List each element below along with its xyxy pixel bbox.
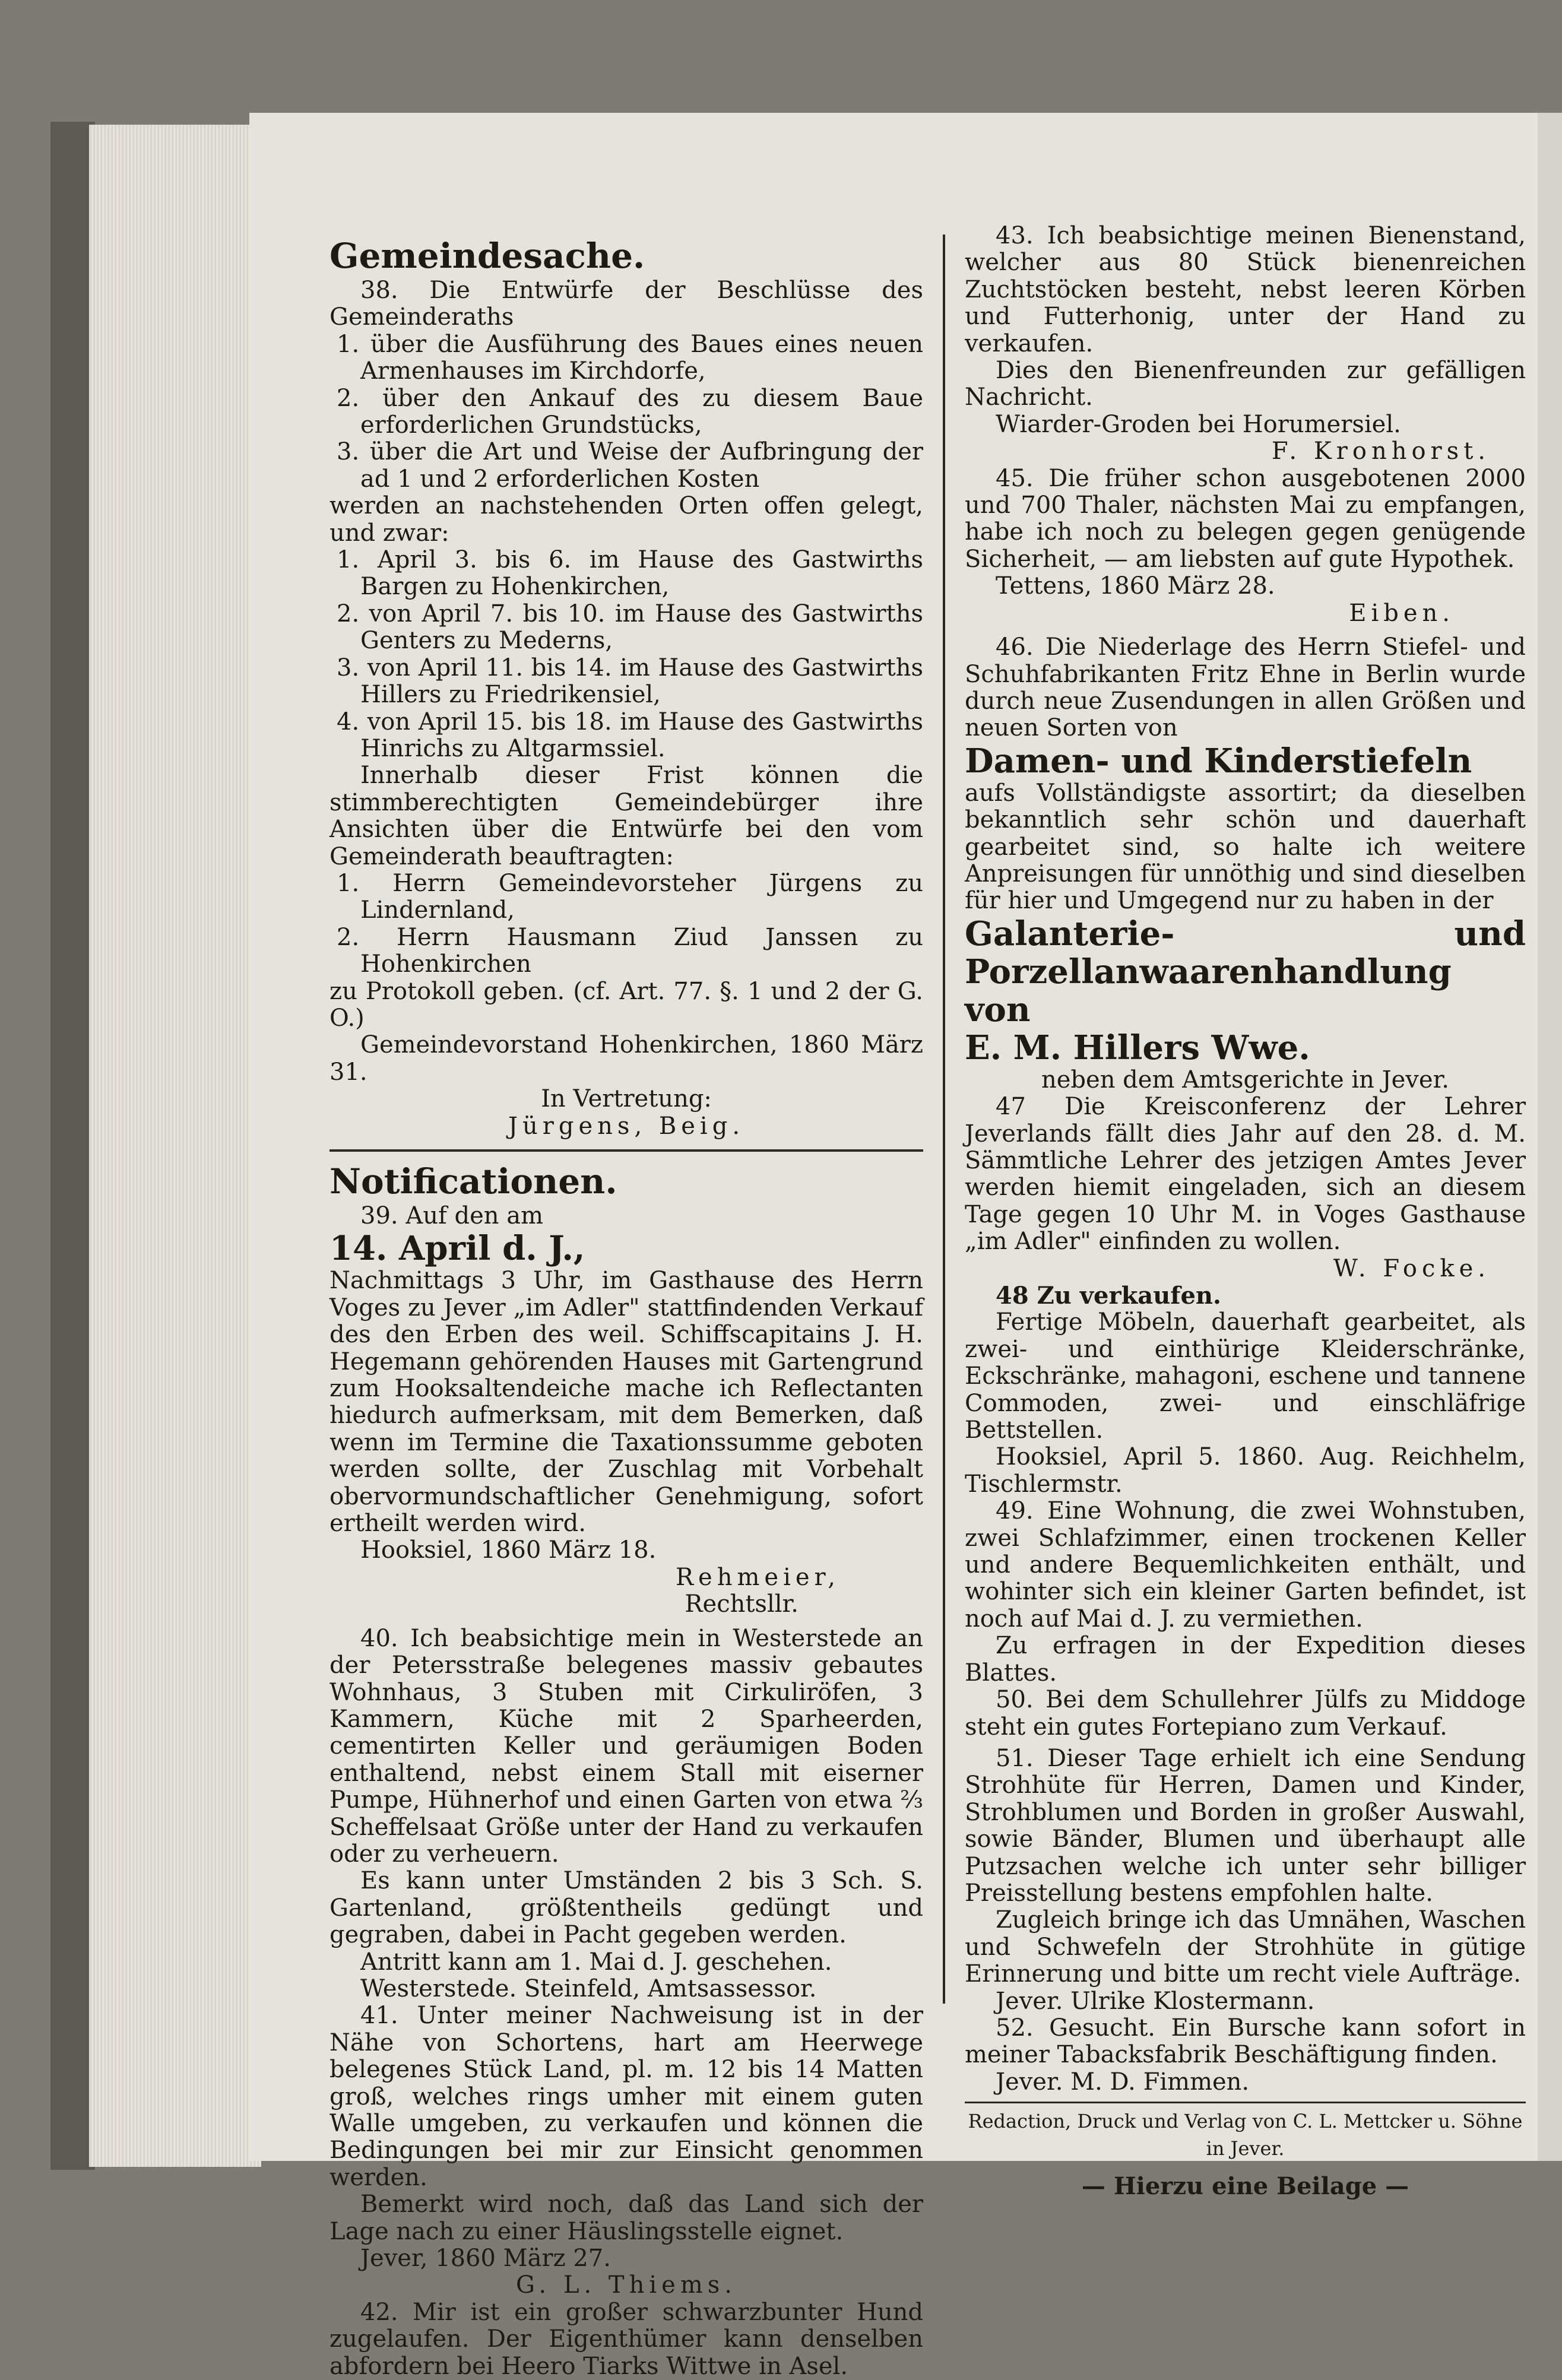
notice-39-signature: Rehmeier, [675,1563,840,1591]
notice-38-within: Innerhalb dieser Frist können die stimmberechtigten Gemeindebürger ihre Ansichten über die Entwürfe bei den vom Gemeinderath beauftragten: [329,762,923,870]
notice-38-signature: Jürgens, Beig. [508,1112,745,1140]
right-column [965,223,1526,2200]
notice-47-signature: W. Focke. [1333,1254,1490,1282]
notice-39-signature-title: Rechtsllr. [685,1590,799,1618]
book-spine [50,122,95,2170]
notice-49-text-2: Zu erfragen in der Expedition dieses Blattes. [965,1632,1526,1687]
notice-39-text: Nachmittags 3 Uhr, im Gasthause des Herrn Voges zu Jever „im Adler" stattfindenden Verkauf des den Erben des weil. Schiffscapitains J. H. Hegemann gehörenden Hauses mit Gartengrund zum Hooksaltendeiche mache ich Reflectanten hiedurch aufmerksam, mit dem Bemerken, daß wenn im Termine die Taxationssumme geboten werden sollte, der Zuschlag mit Vorbehalt obervormundschaftlicher Genehmigung, sofort ertheilt werden wird. [329,1267,923,1538]
notice-40-text: 40. Ich beabsichtige mein in Westerstede an der Petersstraße belegenes massiv gebautes Wohnhaus, 3 Stuben mit Cirkuliröfen, 3 Kammern, Küche mit 2 Sparheerden, cementirten Keller und geräumigen Boden enthaltend, nebst einem Stall mit eiserner Pumpe, Hühnerhof und einen Garten von etwa ⅔ Scheffelsaat Größe unter der Hand zu verkaufen oder zu verheuern. [329,1624,923,1868]
notice-38-person-2: 2. Herrn Hausmann Ziud Janssen zu Hohenkirchen [337,923,923,978]
notice-43-place: Wiarder-Groden bei Horumersiel. [996,410,1401,438]
notice-38-intro: 38. Die Entwürfe der Beschlüsse des Gemeinderaths [329,277,923,331]
notice-46-headline-hillers: E. M. Hillers Wwe. [965,1028,1310,1067]
notice-51-text-2: Zugleich bringe ich das Umnähen, Waschen und Schwefeln der Strohhüte in gütige Erinnerung und bitte um recht viele Aufträge. [965,1906,1526,1988]
notice-38-vertretung: In Vertretung: [541,1085,712,1113]
notice-39-intro: 39. Auf den am [360,1202,544,1229]
notice-50-text: 50. Bei dem Schullehrer Jülfs zu Middoge steht ein gutes Fortepiano zum Verkauf. [965,1686,1526,1741]
notice-46-headline-galanterie: Galanterie- und Porzellanwaarenhandlung von [965,914,1526,1029]
notice-46-place: neben dem Amtsgerichte in Jever. [1041,1066,1450,1094]
section-rule [329,1149,923,1152]
notice-48-heading: 48 Zu verkaufen. [996,1282,1221,1310]
notice-49-text: 49. Eine Wohnung, die zwei Wohnstuben, zwei Schlafzimmer, einen trockenen Keller und andere Bequemlichkeiten enthält, und wohinter sich ein kleiner Garten befindet, ist noch auf Mai d. J. zu vermiethen. [965,1497,1526,1633]
notice-41-signature: G. L. Thiems. [515,2271,737,2299]
notice-43-signature: F. Kronhorst. [1271,438,1490,465]
notice-46-text: 46. Die Niederlage des Herrn Stiefel- und Schuhfabrikanten Fritz Ehne in Berlin wurde durch neue Zusendungen in allen Größen und neuen Sorten von [965,633,1526,742]
left-column [329,234,923,2380]
notice-38-places-intro: werden an nachstehenden Orten offen gelegt, und zwar: [329,492,923,547]
facing-page-edge [1538,113,1562,2161]
notice-46-headline-stiefeln: Damen- und Kinderstiefeln [965,741,1472,781]
notice-39-date-big: 14. April d. J., [329,1229,585,1269]
notice-41-date: Jever, 1860 März 27. [360,2245,611,2273]
notice-51-text: 51. Dieser Tage erhielt ich eine Sendung Strohhüte für Herren, Damen und Kinder, Strohblumen und Borden in großer Auswahl, sowie Bänder, Blumen und überhaupt alle Putzsachen welche ich unter sehr billiger Preisstellung bestens empfohlen halte. [965,1744,1526,1907]
notice-47-text: 47 Die Kreisconferenz der Lehrer Jeverlands fällt dies Jahr auf den 28. d. M. Sämmtliche Lehrer des jetzigen Amtes Jever werden hiemit eingeladen, sich an diesem Tage gegen 10 Uhr M. in Voges Gasthause „im Adler" einfinden zu wollen. [965,1093,1526,1256]
notice-52-text: 52. Gesucht. Ein Bursche kann sofort in meiner Tabacksfabrik Beschäftigung finden. [965,2014,1526,2069]
notice-43-text-2: Dies den Bienenfreunden zur gefälligen Nachricht. [965,357,1526,411]
footer-imprint: Redaction, Druck und Verlag von C. L. Mettcker u. Söhne in Jever. [965,2102,1526,2162]
notice-38-place-1: 1. April 3. bis 6. im Hause des Gastwirths Bargen zu Hohenkirchen, [337,546,923,601]
notice-38-person-1: 1. Herrn Gemeindevorsteher Jürgens zu Lindernland, [337,869,923,924]
notice-39-date: Hooksiel, 1860 März 18. [360,1536,657,1564]
notice-52-signature: Jever. M. D. Fimmen. [996,2068,1250,2096]
notice-42-text: 42. Mir ist ein großer schwarzbunter Hund zugelaufen. Der Eigenthümer kann denselben abfordern bei Heero Tiarks Wittwe in Asel. [329,2298,923,2380]
notice-41-text: 41. Unter meiner Nachweisung ist in der Nähe von Schortens, hart am Heerwege belegenes Stück Land, pl. m. 12 bis 14 Matten groß, welches rings umher mit einem guten Walle umgeben, zu verkaufen und können die Bedingungen bei mir zur Einsicht genommen werden. [329,2002,923,2191]
notice-48-text: Fertige Möbeln, dauerhaft gearbeitet, als zwei- und einthürige Kleiderschränke, Eckschränke, mahagoni, eschene und tannene Commoden, zwei- und einschläfrige Bettstellen. [965,1308,1526,1444]
notice-43-text: 43. Ich beabsichtige meinen Bienenstand, welcher aus 80 Stück bienenreichen Zuchtstöcken besteht, nebst leeren Körben und Futterhonig, unter der Hand zu verkaufen. [965,222,1526,357]
notice-40-text-3: Antritt kann am 1. Mai d. J. geschehen. [360,1948,832,1976]
notice-38-date: Gemeindevorstand Hohenkirchen, 1860 März 31. [329,1031,923,1086]
notice-51-signature: Jever. Ulrike Klostermann. [996,1987,1315,2015]
notice-38-protokoll: zu Protokoll geben. (cf. Art. 77. §. 1 und 2 der G. O.) [329,977,923,1032]
notice-38-place-2: 2. von April 7. bis 10. im Hause des Gastwirths Genters zu Mederns, [337,600,923,655]
footer-beilage: — Hierzu eine Beilage — [1081,2172,1409,2200]
notice-48-signature: Hooksiel, April 5. 1860. Aug. Reichhelm, Tischlermstr. [965,1443,1526,1498]
notice-45-date: Tettens, 1860 März 28. [996,572,1275,600]
page-stack-edge [89,125,261,2167]
notice-45-signature: Eiben. [1349,599,1455,627]
section-heading-gemeindesache: Gemeindesache. [329,236,645,276]
notice-38-item-3: 3. über die Art und Weise der Aufbringung der ad 1 und 2 erforderlichen Kosten [337,438,923,493]
notice-40-signature: Westerstede. Steinfeld, Amtsassessor. [360,1975,817,2002]
notice-41-text-2: Bemerkt wird noch, daß das Land sich der Lage nach zu einer Häuslingsstelle eignet. [329,2191,923,2245]
notice-38-item-2: 2. über den Ankauf des zu diesem Baue erforderlichen Grundstücks, [337,384,923,439]
notice-40-text-2: Es kann unter Umständen 2 bis 3 Sch. S. Gartenland, größtentheils gedüngt und gegraben, dabei in Pacht gegeben werden. [329,1867,923,1949]
notice-45-text: 45. Die früher schon ausgebotenen 2000 und 700 Thaler, nächsten Mai zu empfangen, habe ich noch zu belegen gegen genügende Sicherheit, — am liebsten auf gute Hypothek. [965,464,1526,573]
section-heading-notificationen: Notificationen. [329,1161,617,1202]
column-divider [943,234,945,2004]
notice-46-text-2: aufs Vollständigste assortirt; da dieselben bekanntlich sehr schön und dauerhaft gearbeitet sind, so halte ich weitere Anpreisungen für unnöthig und sind dieselben für hier und Umgegend nur zu haben in der [965,779,1526,915]
notice-38-place-4: 4. von April 15. bis 18. im Hause des Gastwirths Hinrichs zu Altgarmssiel. [337,708,923,762]
notice-38-item-1: 1. über die Ausführung des Baues eines neuen Armenhauses im Kirchdorfe, [337,330,923,385]
notice-38-place-3: 3. von April 11. bis 14. im Hause des Gastwirths Hillers zu Friedrikensiel, [337,654,923,709]
